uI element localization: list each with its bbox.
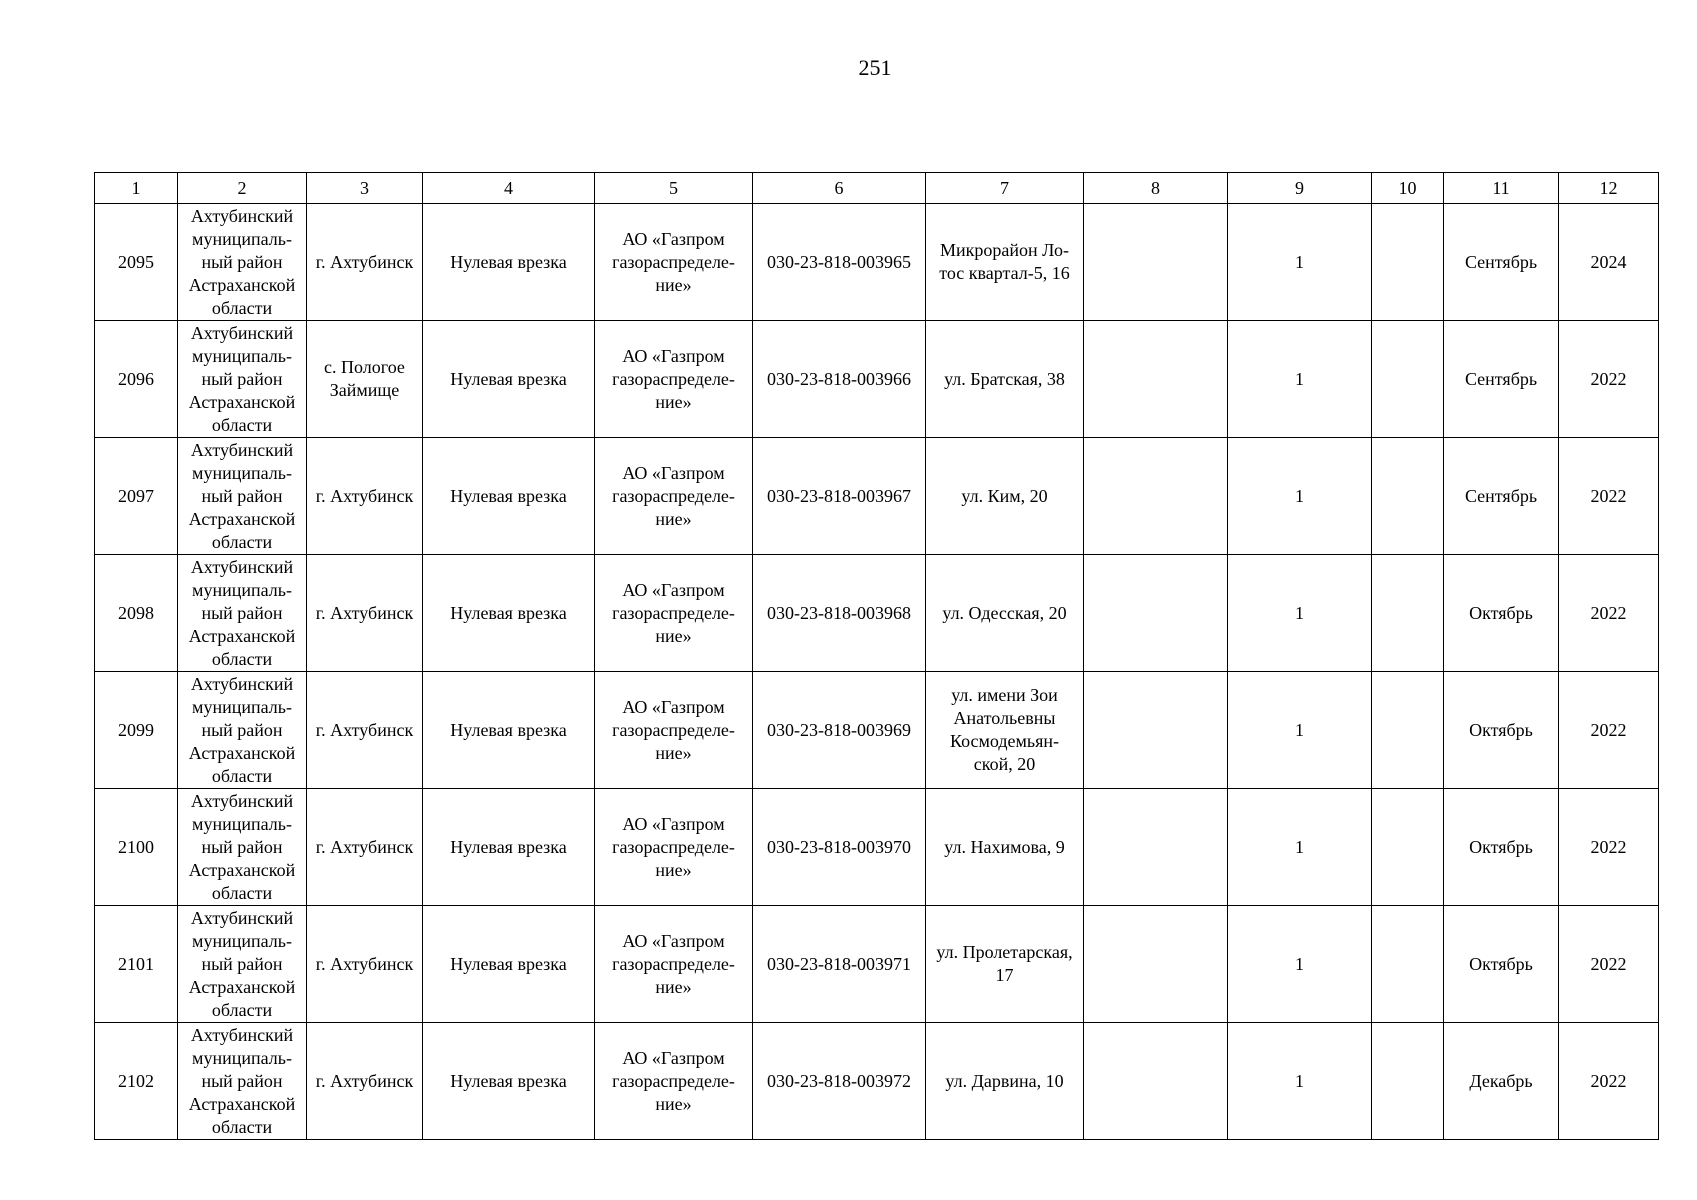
district-cell: Ахтубинский муниципаль- ный район Астраханской области: [178, 321, 307, 438]
object-code-cell: 030-23-818-003968: [753, 555, 926, 672]
table-row: [95, 672, 1659, 789]
table-row: [95, 906, 1659, 1023]
year-cell: 2022: [1559, 789, 1659, 906]
month-cell: Сентябрь: [1444, 321, 1559, 438]
quantity-cell: 1: [1228, 438, 1372, 555]
quantity-cell: 1: [1228, 789, 1372, 906]
connection-type-cell: Нулевая врезка: [423, 438, 595, 555]
column-header-8: 8: [1084, 173, 1228, 204]
table-row: [95, 321, 1659, 438]
column-header-4: 4: [423, 173, 595, 204]
column-header-6: 6: [753, 173, 926, 204]
row-number-cell: 2096: [95, 321, 178, 438]
connection-type-cell: Нулевая врезка: [423, 1023, 595, 1140]
column-10-cell: [1372, 438, 1444, 555]
year-cell: 2022: [1559, 555, 1659, 672]
connection-type-cell: Нулевая врезка: [423, 789, 595, 906]
quantity-cell: 1: [1228, 204, 1372, 321]
column-10-cell: [1372, 1023, 1444, 1140]
district-cell: Ахтубинский муниципаль- ный район Астраханской области: [178, 906, 307, 1023]
column-10-cell: [1372, 672, 1444, 789]
organization-cell: АО «Газпром газораспределе- ние»: [595, 789, 753, 906]
row-number-cell: 2098: [95, 555, 178, 672]
quantity-cell: 1: [1228, 906, 1372, 1023]
settlement-cell: г. Ахтубинск: [307, 672, 423, 789]
settlement-cell: г. Ахтубинск: [307, 1023, 423, 1140]
table-row: [95, 1023, 1659, 1140]
connection-type-cell: Нулевая врезка: [423, 672, 595, 789]
header-row: [95, 173, 1659, 204]
organization-cell: АО «Газпром газораспределе- ние»: [595, 555, 753, 672]
connection-type-cell: Нулевая врезка: [423, 555, 595, 672]
organization-cell: АО «Газпром газораспределе- ние»: [595, 321, 753, 438]
organization-cell: АО «Газпром газораспределе- ние»: [595, 672, 753, 789]
column-8-cell: [1084, 672, 1228, 789]
settlement-cell: г. Ахтубинск: [307, 906, 423, 1023]
district-cell: Ахтубинский муниципаль- ный район Астраханской области: [178, 204, 307, 321]
quantity-cell: 1: [1228, 672, 1372, 789]
column-header-9: 9: [1228, 173, 1372, 204]
column-header-10: 10: [1372, 173, 1444, 204]
column-8-cell: [1084, 321, 1228, 438]
column-8-cell: [1084, 555, 1228, 672]
row-number-cell: 2097: [95, 438, 178, 555]
district-cell: Ахтубинский муниципаль- ный район Астраханской области: [178, 672, 307, 789]
column-10-cell: [1372, 555, 1444, 672]
connection-type-cell: Нулевая врезка: [423, 204, 595, 321]
district-cell: Ахтубинский муниципаль- ный район Астраханской области: [178, 438, 307, 555]
settlement-cell: г. Ахтубинск: [307, 204, 423, 321]
object-code-cell: 030-23-818-003969: [753, 672, 926, 789]
year-cell: 2022: [1559, 1023, 1659, 1140]
table-row: [95, 789, 1659, 906]
month-cell: Октябрь: [1444, 789, 1559, 906]
settlement-cell: с. Пологое Займище: [307, 321, 423, 438]
object-code-cell: 030-23-818-003966: [753, 321, 926, 438]
month-cell: Октябрь: [1444, 906, 1559, 1023]
organization-cell: АО «Газпром газораспределе- ние»: [595, 1023, 753, 1140]
row-number-cell: 2095: [95, 204, 178, 321]
column-header-7: 7: [926, 173, 1084, 204]
settlement-cell: г. Ахтубинск: [307, 438, 423, 555]
district-cell: Ахтубинский муниципаль- ный район Астраханской области: [178, 789, 307, 906]
column-header-12: 12: [1559, 173, 1659, 204]
object-code-cell: 030-23-818-003970: [753, 789, 926, 906]
settlement-cell: г. Ахтубинск: [307, 555, 423, 672]
column-8-cell: [1084, 906, 1228, 1023]
column-10-cell: [1372, 321, 1444, 438]
object-code-cell: 030-23-818-003972: [753, 1023, 926, 1140]
address-cell: ул. Ким, 20: [926, 438, 1084, 555]
address-cell: ул. Одесская, 20: [926, 555, 1084, 672]
row-number-cell: 2100: [95, 789, 178, 906]
organization-cell: АО «Газпром газораспределе- ние»: [595, 204, 753, 321]
year-cell: 2022: [1559, 672, 1659, 789]
connection-type-cell: Нулевая врезка: [423, 906, 595, 1023]
column-header-2: 2: [178, 173, 307, 204]
row-number-cell: 2101: [95, 906, 178, 1023]
column-10-cell: [1372, 789, 1444, 906]
quantity-cell: 1: [1228, 1023, 1372, 1140]
column-header-11: 11: [1444, 173, 1559, 204]
column-header-1: 1: [95, 173, 178, 204]
table-row: [95, 555, 1659, 672]
column-header-3: 3: [307, 173, 423, 204]
column-8-cell: [1084, 204, 1228, 321]
column-header-5: 5: [595, 173, 753, 204]
object-code-cell: 030-23-818-003965: [753, 204, 926, 321]
column-10-cell: [1372, 906, 1444, 1023]
organization-cell: АО «Газпром газораспределе- ние»: [595, 906, 753, 1023]
month-cell: Октябрь: [1444, 672, 1559, 789]
row-number-cell: 2099: [95, 672, 178, 789]
settlement-cell: г. Ахтубинск: [307, 789, 423, 906]
year-cell: 2022: [1559, 438, 1659, 555]
table-row: [95, 438, 1659, 555]
quantity-cell: 1: [1228, 321, 1372, 438]
year-cell: 2022: [1559, 906, 1659, 1023]
object-code-cell: 030-23-818-003967: [753, 438, 926, 555]
column-8-cell: [1084, 789, 1228, 906]
address-cell: ул. Нахимова, 9: [926, 789, 1084, 906]
district-cell: Ахтубинский муниципаль- ный район Астраханской области: [178, 555, 307, 672]
object-code-cell: 030-23-818-003971: [753, 906, 926, 1023]
address-cell: ул. имени Зои Анатольевны Космодемьян- ской, 20: [926, 672, 1084, 789]
organization-cell: АО «Газпром газораспределе- ние»: [595, 438, 753, 555]
district-cell: Ахтубинский муниципаль- ный район Астраханской области: [178, 1023, 307, 1140]
month-cell: Декабрь: [1444, 1023, 1559, 1140]
month-cell: Сентябрь: [1444, 438, 1559, 555]
column-8-cell: [1084, 1023, 1228, 1140]
table-body: [95, 204, 1659, 1140]
year-cell: 2022: [1559, 321, 1659, 438]
year-cell: 2024: [1559, 204, 1659, 321]
address-cell: Микрорайон Ло- тос квартал-5, 16: [926, 204, 1084, 321]
month-cell: Сентябрь: [1444, 204, 1559, 321]
address-cell: ул. Пролетарская, 17: [926, 906, 1084, 1023]
page-number: 251: [858, 55, 892, 80]
register-table: [94, 172, 1659, 1140]
address-cell: ул. Братская, 38: [926, 321, 1084, 438]
quantity-cell: 1: [1228, 555, 1372, 672]
table-row: [95, 204, 1659, 321]
month-cell: Октябрь: [1444, 555, 1559, 672]
column-8-cell: [1084, 438, 1228, 555]
address-cell: ул. Дарвина, 10: [926, 1023, 1084, 1140]
row-number-cell: 2102: [95, 1023, 178, 1140]
column-10-cell: [1372, 204, 1444, 321]
connection-type-cell: Нулевая врезка: [423, 321, 595, 438]
